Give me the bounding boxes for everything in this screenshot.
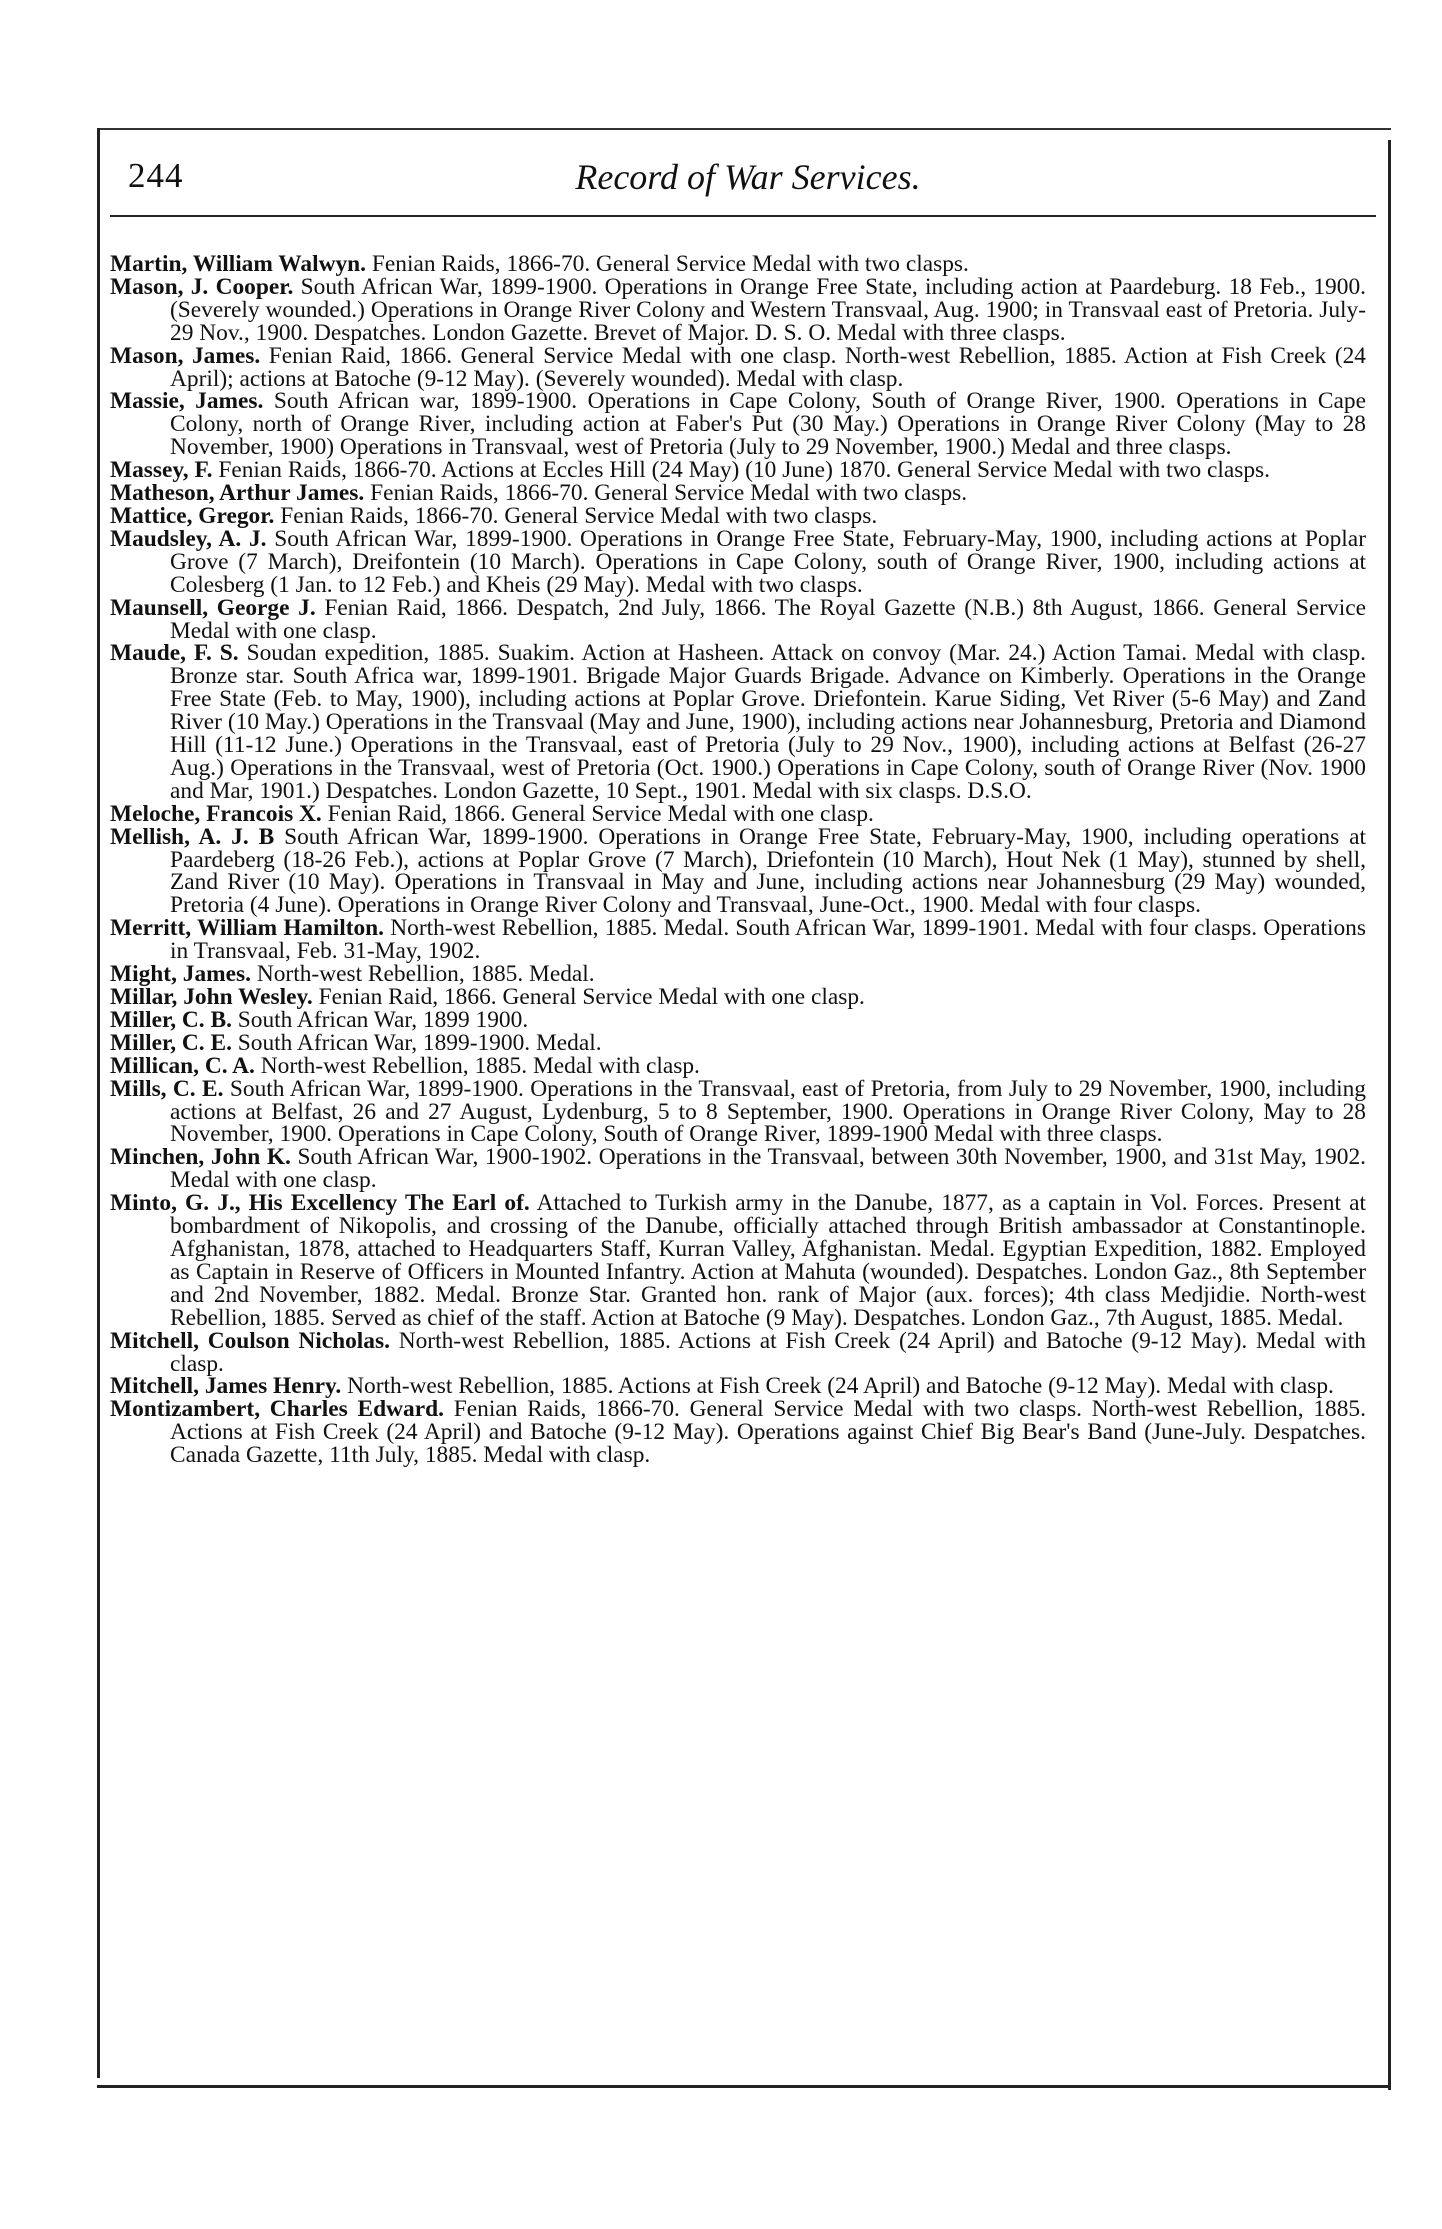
entry-name: Miller, C. E. <box>110 1029 232 1056</box>
entry-name: Merritt, William Hamilton. <box>110 915 385 942</box>
entry-name: Massie, James. <box>110 388 264 415</box>
page-frame-bottom <box>97 2085 1391 2088</box>
entry-text: North-west Rebellion, 1885. Medal with clasp. <box>260 1052 700 1079</box>
service-entry <box>110 594 1366 644</box>
service-entry <box>110 525 1366 598</box>
service-entry <box>110 253 1366 276</box>
service-entry <box>110 502 1366 529</box>
entry-text: North-west Rebellion, 1885. Actions at Fish Creek (24 April) and Batoche (9-12 May). Medal with clasp. <box>347 1373 1334 1400</box>
service-entry <box>110 1029 1366 1056</box>
service-entry <box>110 1327 1367 1377</box>
entry-name: Meloche, Francois X. <box>110 800 322 827</box>
entry-name: Mason, James. <box>110 342 261 369</box>
service-entry <box>110 273 1366 346</box>
service-entry <box>110 1006 1366 1033</box>
entry-text: South African war, 1899-1900. Operations in Cape Colony, South of Orange River, 1900. Operations in Cape Colony, north of Orange River, including action at Faber's Put (30 May.) Operations in Orange River Colony (May to 28 November, 1900) Operations in Transvaal, west of Pretoria (July to 29 November, 1900.) Medal and three clasps. <box>170 388 1366 461</box>
service-entry <box>110 342 1366 392</box>
entry-text: Fenian Raid, 1866. General Service Medal with one clasp. <box>318 984 865 1010</box>
service-entry <box>110 823 1366 919</box>
page-frame-right <box>1388 140 1391 2090</box>
page-frame-left <box>97 128 100 2078</box>
entry-text: North-west Rebellion, 1885. Medal. <box>256 961 595 988</box>
page-header <box>128 156 1368 206</box>
service-entry <box>110 1052 1366 1079</box>
running-title: Record of War Services. <box>575 157 921 197</box>
entry-name: Minto, G. J., His Excellency The Earl of. <box>110 1190 530 1217</box>
service-entry <box>110 917 1366 963</box>
entry-name: Mitchell, Coulson Nicholas. <box>110 1327 390 1354</box>
entry-name: Mellish, A. J. B <box>110 823 275 850</box>
service-entry <box>110 963 1366 986</box>
service-entry <box>110 1398 1366 1467</box>
entry-text: Fenian Raid, 1866. General Service Medal with one clasp. <box>327 800 874 827</box>
service-entry <box>110 1375 1366 1398</box>
entry-text: South African War, 1899-1900. Operations in Orange Free State, February-May, 1900, including actions at Poplar Grove (7 March), Dreifontein (10 March). Operations in Cape Colony, south of Orange River, 1900, including actions at Colesberg (1 Jan. to 12 Feb.) and Kheis (29 May). Medal with two clasps. <box>170 525 1366 598</box>
service-entry <box>110 642 1366 802</box>
entry-text: Fenian Raid, 1866. General Service Medal with one clasp. North-west Rebellion, 1885. Action at Fish Creek (24 April); actions at Batoche (9-12 May). (Severely wounded). Medal with clasp. <box>170 342 1366 392</box>
entry-name: Matheson, Arthur James. <box>110 480 365 507</box>
header-rule <box>110 215 1376 217</box>
entry-text: South African War, 1899-1900. Medal. <box>237 1029 602 1056</box>
entry-text: Fenian Raids, 1866-70. General Service Medal with two clasps. <box>370 480 968 507</box>
entry-name: Maude, F. S. <box>110 640 239 667</box>
service-entry <box>110 1075 1366 1148</box>
entry-text: Fenian Raid, 1866. Despatch, 2nd July, 1866. The Royal Gazette (N.B.) 8th August, 1866. General Service Medal with one clasp. <box>170 594 1366 644</box>
service-entry <box>110 459 1366 482</box>
entry-name: Mills, C. E. <box>110 1075 224 1102</box>
entry-text: South African War, 1899-1900. Operations in Orange Free State, February-May, 1900, including operations at Paardeberg (18-26 Feb.), actions at Poplar Grove (7 March), Driefontein (10 March), Hout Nek (1 May), stunned by shell, Zand River (10 May). Operations in Transvaal in May and June, including actions near Johannesburg (29 May) wounded, Pretoria (4 June). Operations in Orange River Colony and Transvaal, June-Oct., 1900. Medal with four clasps. <box>170 823 1366 919</box>
entry-text: Fenian Raids, 1866-70. General Service Medal with two clasps. <box>280 502 878 529</box>
entry-name: Might, James. <box>110 961 251 988</box>
service-entry <box>110 800 1366 827</box>
entry-name: Martin, William Walwyn. <box>110 251 367 277</box>
service-entry <box>110 1192 1366 1329</box>
entry-name: Millican, C. A. <box>110 1052 255 1079</box>
entry-name: Miller, C. B. <box>110 1006 232 1033</box>
entry-name: Massey, F. <box>110 457 213 484</box>
entry-text: Fenian Raids, 1866-70. General Service Medal with two clasps. North-west Rebellion, 1885. Actions at Fish Creek (24 April) and Batoche (9-12 May). Operations against Chief Big Bear's Band (June-July. Despatches. Canada Gazette, 11th July, 1885. Medal with clasp. <box>170 1396 1366 1469</box>
entry-text: Fenian Raids, 1866-70. Actions at Eccles Hill (24 May) (10 June) 1870. General Service Medal with two clasps. <box>218 457 1271 484</box>
entry-text: South African War, 1899 1900. <box>237 1006 529 1033</box>
entry-name: Mattice, Gregor. <box>110 502 275 529</box>
page-number: 244 <box>128 156 184 195</box>
entry-text: North-west Rebellion, 1885. Actions at Fish Creek (24 April) and Batoche (9-12 May). Medal with clasp. <box>170 1327 1367 1377</box>
entry-text: South African War, 1899-1900. Operations in the Transvaal, east of Pretoria, from July to 29 November, 1900, including actions at Belfast, 26 and 27 August, Lydenburg, 5 to 8 September, 1900. Operations in Orange River Colony, May to 28 November, 1900. Operations in Cape Colony, South of Orange River, 1899-1900 Medal with three clasps. <box>170 1075 1366 1148</box>
entry-text: North-west Rebellion, 1885. Medal. South African War, 1899-1901. Medal with four clasps. Operations in Transvaal, Feb. 31-May, 1902. <box>170 915 1366 965</box>
service-entry <box>110 1146 1366 1192</box>
entry-text: Fenian Raids, 1866-70. General Service Medal with two clasps. <box>371 251 969 277</box>
service-entry <box>110 390 1366 459</box>
entry-text: South African War, 1900-1902. Operations in the Transvaal, between 30th November, 1900, and 31st May, 1902. Medal with one clasp. <box>170 1144 1366 1194</box>
page-frame-top <box>97 128 1391 130</box>
entry-name: Mason, J. Cooper. <box>110 273 294 300</box>
entry-text: Attached to Turkish army in the Danube, 1877, as a captain in Vol. Forces. Present at bombardment of Nikopolis, and crossing of the Danube, officially attached through British ambassador at Constantinople. Afghanistan, 1878, attached to Headquarters Staff, Kurran Valley, Afghanistan. Medal. Egyptian Expedition, 1882. Employed as Captain in Reserve of Officers in Mounted Infantry. Action at Mahuta (wounded). Despatches. London Gaz., 8th September and 2nd November, 1882. Medal. Bronze Star. Granted hon. rank of Major (aux. forces); 4th class Medjidie. North-west Rebellion, 1885. Served as chief of the staff. Action at Batoche (9 May). Despatches. London Gaz., 7th August, 1885. Medal. <box>170 1190 1367 1331</box>
entry-name: Millar, John Wesley. <box>110 984 313 1010</box>
service-entry <box>110 482 1366 505</box>
entry-name: Minchen, John K. <box>110 1144 291 1171</box>
service-entries <box>110 253 1366 1467</box>
entry-name: Maudsley, A. J. <box>110 525 267 552</box>
entry-name: Montizambert, Charles Edward. <box>110 1396 444 1423</box>
entry-name: Mitchell, James Henry. <box>110 1373 342 1400</box>
entry-name: Maunsell, George J. <box>110 594 316 621</box>
service-entry <box>110 986 1366 1009</box>
entry-text: South African War, 1899-1900. Operations in Orange Free State, including action at Paardeburg. 18 Feb., 1900. (Severely wounded.) Operations in Orange River Colony and Western Transvaal, Aug. 1900; in Transvaal east of Pretoria. July-29 Nov., 1900. Despatches. London Gazette. Brevet of Major. D. S. O. Medal with three clasps. <box>170 273 1366 346</box>
entry-text: Soudan expedition, 1885. Suakim. Action at Hasheen. Attack on convoy (Mar. 24.) Action Tamai. Medal with clasp. Bronze star. South Africa war, 1899-1901. Brigade Major Guards Brigade. Advance on Kimberly. Operations in the Orange Free State (Feb. to May, 1900), including actions at Poplar Grove. Driefontein. Karue Siding, Vet River (5-6 May) and Zand River (10 May.) Operations in the Transvaal (May and June, 1900), including actions near Johannesburg, Pretoria and Diamond Hill (11-12 June.) Operations in the Transvaal, east of Pretoria (July to 29 Nov., 1900), including actions at Belfast (26-27 Aug.) Operations in the Transvaal, west of Pretoria (Oct. 1900.) Operations in Cape Colony, south of Orange River (Nov. 1900 and Mar, 1901.) Despatches. London Gazette, 10 Sept., 1901. Medal with six clasps. D.S.O. <box>170 640 1367 804</box>
